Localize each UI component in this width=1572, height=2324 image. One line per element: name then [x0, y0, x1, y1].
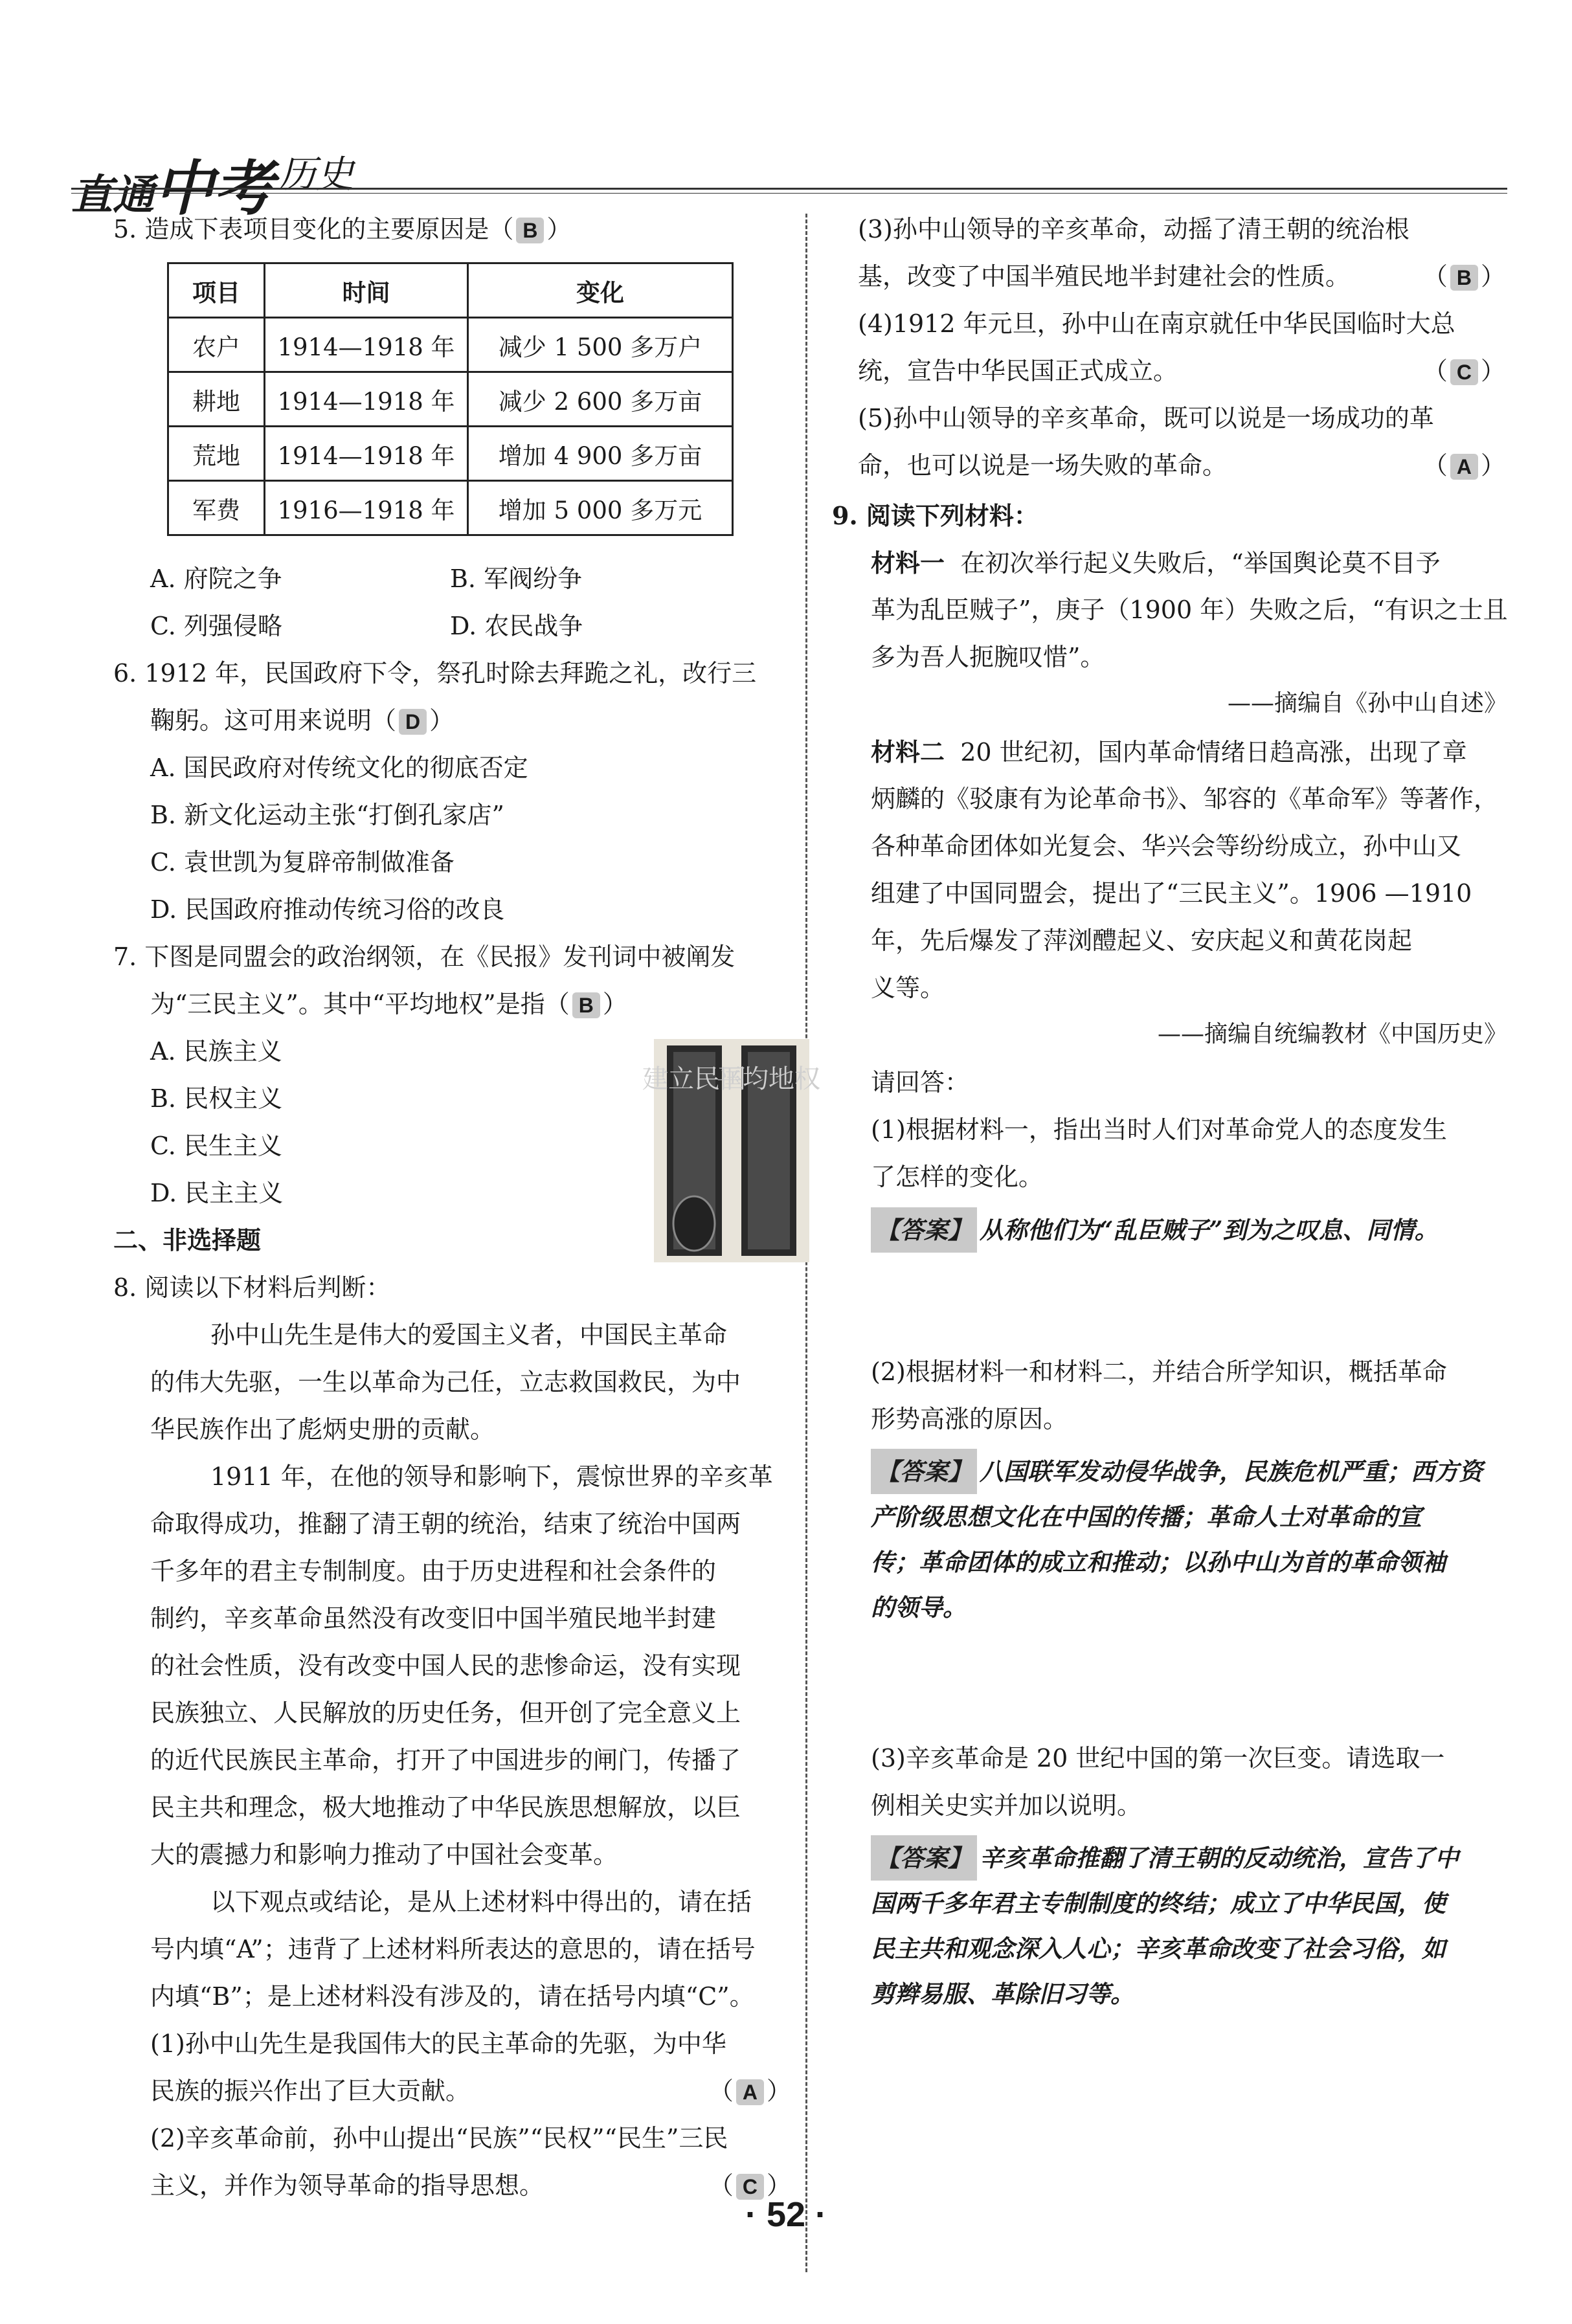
table-row — [168, 318, 733, 372]
q8-para-line: 1911 年，在他的领导和影响下，震惊世界的辛亥革 — [210, 1462, 773, 1491]
q6-answer: D — [399, 709, 427, 735]
q7-option-b: B. 民权主义 — [150, 1084, 283, 1113]
q5-stem: 5. 造成下表项目变化的主要原因是（ B ） — [113, 215, 572, 243]
q5-option-b: B. 军阀纷争 — [450, 564, 583, 593]
table-cell: 减少 2 600 多万亩 — [468, 372, 733, 427]
q8-para-line: 以下观点或结论，是从上述材料中得出的，请在括 — [210, 1888, 752, 1916]
header-rule — [71, 188, 1507, 190]
q8-para-line: 民主共和理念，极大地推动了中华民族思想解放，以巨 — [150, 1793, 741, 1822]
q8-intro: 8. 阅读以下材料后判断： — [113, 1273, 391, 1302]
q9-sub1-question: (1)根据材料一，指出当时人们对革命党人的态度发生 — [871, 1115, 1447, 1144]
q9-material2-line: 材料二 20 世纪初，国内革命情绪日趋高涨，出现了章 — [871, 737, 1467, 766]
q9-material1-line: 材料一 在初次举行起义失败后，“举国舆论莫不目予 — [871, 548, 1441, 577]
q5-option-c: C. 列强侵略 — [150, 612, 282, 640]
q8-para-line: 内填“B”；是上述材料没有涉及的，请在括号内填“C”。 — [150, 1982, 754, 2011]
q9-sub2-answer: 的领导。 — [871, 1593, 967, 1622]
q9-sub3-answer: 【答案】 辛亥革命推翻了清王朝的反动统治，宣告了中 — [871, 1835, 1459, 1881]
page-number: · 52 · — [745, 2195, 827, 2234]
table-row — [168, 372, 733, 427]
q8-para-line: 的近代民族民主革命，打开了中国进步的闸门，传播了 — [150, 1746, 741, 1774]
table-cell: 农户 — [168, 318, 265, 372]
q9-sub3-question: (3)辛亥革命是 20 世纪中国的第一次巨变。请选取一 — [871, 1744, 1445, 1772]
q5-option-d: D. 农民战争 — [450, 612, 583, 640]
q9-material2-line: 年，先后爆发了萍浏醴起义、安庆起义和黄花岗起 — [871, 926, 1413, 955]
q9-material2-line: 炳麟的《驳康有为论革命书》、邹容的《革命军》等著作， — [871, 785, 1499, 813]
q8-item-5-answer: A — [1450, 454, 1478, 480]
table-cell: 军费 — [168, 481, 265, 535]
table-cell: 增加 5 000 多万元 — [468, 481, 733, 535]
table-cell: 1914—1918 年 — [265, 427, 468, 481]
q8-item-5-line2: 命，也可以说是一场失败的革命。 （ A ） — [858, 451, 1505, 480]
q7-option-c: C. 民生主义 — [150, 1132, 282, 1160]
table-cell: 增加 4 900 多万亩 — [468, 427, 733, 481]
q8-para-line: 大的震撼力和影响力推动了中国社会变革。 — [150, 1840, 618, 1869]
banner-char: 建立民国 — [642, 1064, 746, 1094]
q9-ask: 请回答： — [871, 1068, 970, 1097]
q8-item-3-answer: B — [1450, 265, 1478, 291]
q9-material2-line: 组建了中国同盟会，提出了“三民主义”。1906 —1910 — [871, 879, 1472, 908]
header-rule-thin — [71, 193, 1507, 194]
q8-item-2: (2)辛亥革命前，孙中山提出“民族”“民权”“民生”三民 — [150, 2124, 728, 2152]
q8-para-line: 华民族作出了彪炳史册的贡献。 — [150, 1415, 495, 1444]
table-cell: 1916—1918 年 — [265, 481, 468, 535]
q8-para-line: 千多年的君主专制制度。由于历史进程和社会条件的 — [150, 1557, 717, 1585]
table-cell: 1914—1918 年 — [265, 372, 468, 427]
q9-material1-line: 多为吾人扼腕叹惜”。 — [871, 643, 1105, 671]
q9-sub1-question: 了怎样的变化。 — [871, 1163, 1044, 1191]
q8-para-line: 制约，辛亥革命虽然没有改变旧中国半殖民地半封建 — [150, 1604, 717, 1633]
q7-option-d: D. 民主主义 — [150, 1179, 284, 1207]
q5-option-a: A. 府院之争 — [150, 564, 282, 593]
q8-item-4-line2: 统，宣告中华民国正式成立。 （ C ） — [858, 357, 1505, 385]
q8-item-2-answer: C — [736, 2174, 764, 2200]
banner-char: 平均地权 — [717, 1064, 820, 1094]
q8-para-line: 民族独立、人民解放的历史任务，但开创了完全意义上 — [150, 1699, 741, 1727]
q8-item-4: (4)1912 年元旦，孙中山在南京就任中华民国临时大总 — [858, 309, 1455, 338]
q8-item-1: (1)孙中山先生是我国伟大的民主革命的先驱，为中华 — [150, 2029, 726, 2058]
q9-sub3-question: 例相关史实并加以说明。 — [871, 1791, 1142, 1820]
q6-option-a: A. 国民政府对传统文化的彻底否定 — [150, 754, 528, 782]
q8-para-line: 号内填“A”；违背了上述材料所表达的意思的，请在括号 — [150, 1935, 756, 1963]
q8-item-5: (5)孙中山领导的辛亥革命，既可以说是一场成功的革 — [858, 404, 1434, 432]
q8-para-line: 孙中山先生是伟大的爱国主义者，中国民主革命 — [210, 1321, 728, 1349]
q5-table — [167, 262, 734, 536]
q9-sub2-answer: 【答案】 八国联军发动侵华战争，民族危机严重；西方资 — [871, 1449, 1483, 1494]
q8-para-line: 的社会性质，没有改变中国人民的悲惨命运，没有实现 — [150, 1651, 741, 1680]
q9-sub1-answer: 【答案】 从称他们为“乱臣贼子”到为之叹息、同情。 — [871, 1207, 1439, 1253]
q9-sub3-answer: 国两千多年君主专制制度的终结；成立了中华民国，使 — [871, 1889, 1446, 1917]
table-header: 时间 — [265, 263, 468, 318]
q9-sub3-answer: 民主共和观念深入人心；辛亥革命改变了社会习俗，如 — [871, 1934, 1446, 1963]
table-cell: 1914—1918 年 — [265, 318, 468, 372]
q8-para-line: 命取得成功，推翻了清王朝的统治，结束了统治中国两 — [150, 1510, 741, 1538]
q9-sub2-question: (2)根据材料一和材料二，并结合所学知识，概括革命 — [871, 1358, 1447, 1386]
q9-sub2-answer: 传；革命团体的成立和推动；以孙中山为首的革命领袖 — [871, 1548, 1446, 1576]
table-row — [168, 427, 733, 481]
q6-option-c: C. 袁世凯为复辟帝制做准备 — [150, 848, 455, 877]
q6-option-b: B. 新文化运动主张“打倒孔家店” — [150, 801, 504, 829]
table-cell: 减少 1 500 多万户 — [468, 318, 733, 372]
q6-line1: 6. 1912 年，民国政府下令，祭孔时除去拜跪之礼，改行三 — [113, 659, 757, 687]
q8-item-1-line2: 民族的振兴作出了巨大贡献。 （ A ） — [150, 2077, 791, 2105]
q8-item-4-answer: C — [1450, 359, 1478, 385]
table-row — [168, 481, 733, 535]
q7-option-a: A. 民族主义 — [150, 1037, 282, 1066]
table-cell: 荒地 — [168, 427, 265, 481]
q9-material1-line: 革为乱臣贼子”，庚子（1900 年）失败之后，“有识之士且 — [871, 596, 1508, 624]
q9-sub2-answer: 产阶级思想文化在中国的传播；革命人士对革命的宣 — [871, 1503, 1422, 1531]
q9-material2-source: ——摘编自统编教材《中国历史》 — [1157, 1021, 1507, 1047]
q9-sub3-answer: 剪辫易服、革除旧习等。 — [871, 1980, 1134, 2008]
table-header: 变化 — [468, 263, 733, 318]
q9-material2-line: 各种革命团体如光复会、华兴会等纷纷成立，孙中山又 — [871, 832, 1462, 860]
table-cell: 耕地 — [168, 372, 265, 427]
q6-option-d: D. 民国政府推动传统习俗的改良 — [150, 895, 505, 924]
q9-sub2-question: 形势高涨的原因。 — [871, 1405, 1068, 1433]
q8-para-line: 的伟大先驱，一生以革命为己任，立志救国救民，为中 — [150, 1368, 741, 1396]
q8-item-3: (3)孙中山领导的辛亥革命，动摇了清王朝的统治根 — [858, 215, 1409, 243]
q7-line2: 为“三民主义”。其中“平均地权”是指（ B ） — [150, 990, 627, 1018]
q8-item-3-line2: 基，改变了中国半殖民地半封建社会的性质。 （ B ） — [858, 262, 1505, 291]
tongmenghui-banner-image — [642, 1039, 820, 1262]
q9-material1-source: ——摘编自《孙中山自述》 — [1227, 690, 1507, 717]
table-header: 项目 — [168, 263, 265, 318]
subject-title: 历史 — [278, 152, 354, 196]
q5-answer: B — [516, 218, 544, 243]
q7-answer: B — [572, 992, 600, 1018]
q7-line1: 7. 下图是同盟会的政治纲领，在《民报》发刊词中被阐发 — [113, 943, 735, 971]
table-header-row — [168, 263, 733, 318]
q8-item-1-answer: A — [736, 2079, 764, 2105]
q9-material2-line: 义等。 — [871, 974, 945, 1002]
q6-line2: 鞠躬。这可用来说明（ D ） — [150, 706, 455, 735]
q8-item-2-line2: 主义，并作为领导革命的指导思想。 （ C ） — [150, 2171, 791, 2200]
brand-logo: 直通中考 — [71, 154, 274, 223]
section-heading: 二、非选择题 — [113, 1226, 262, 1255]
q9-intro: 9. 阅读下列材料： — [832, 501, 1039, 530]
